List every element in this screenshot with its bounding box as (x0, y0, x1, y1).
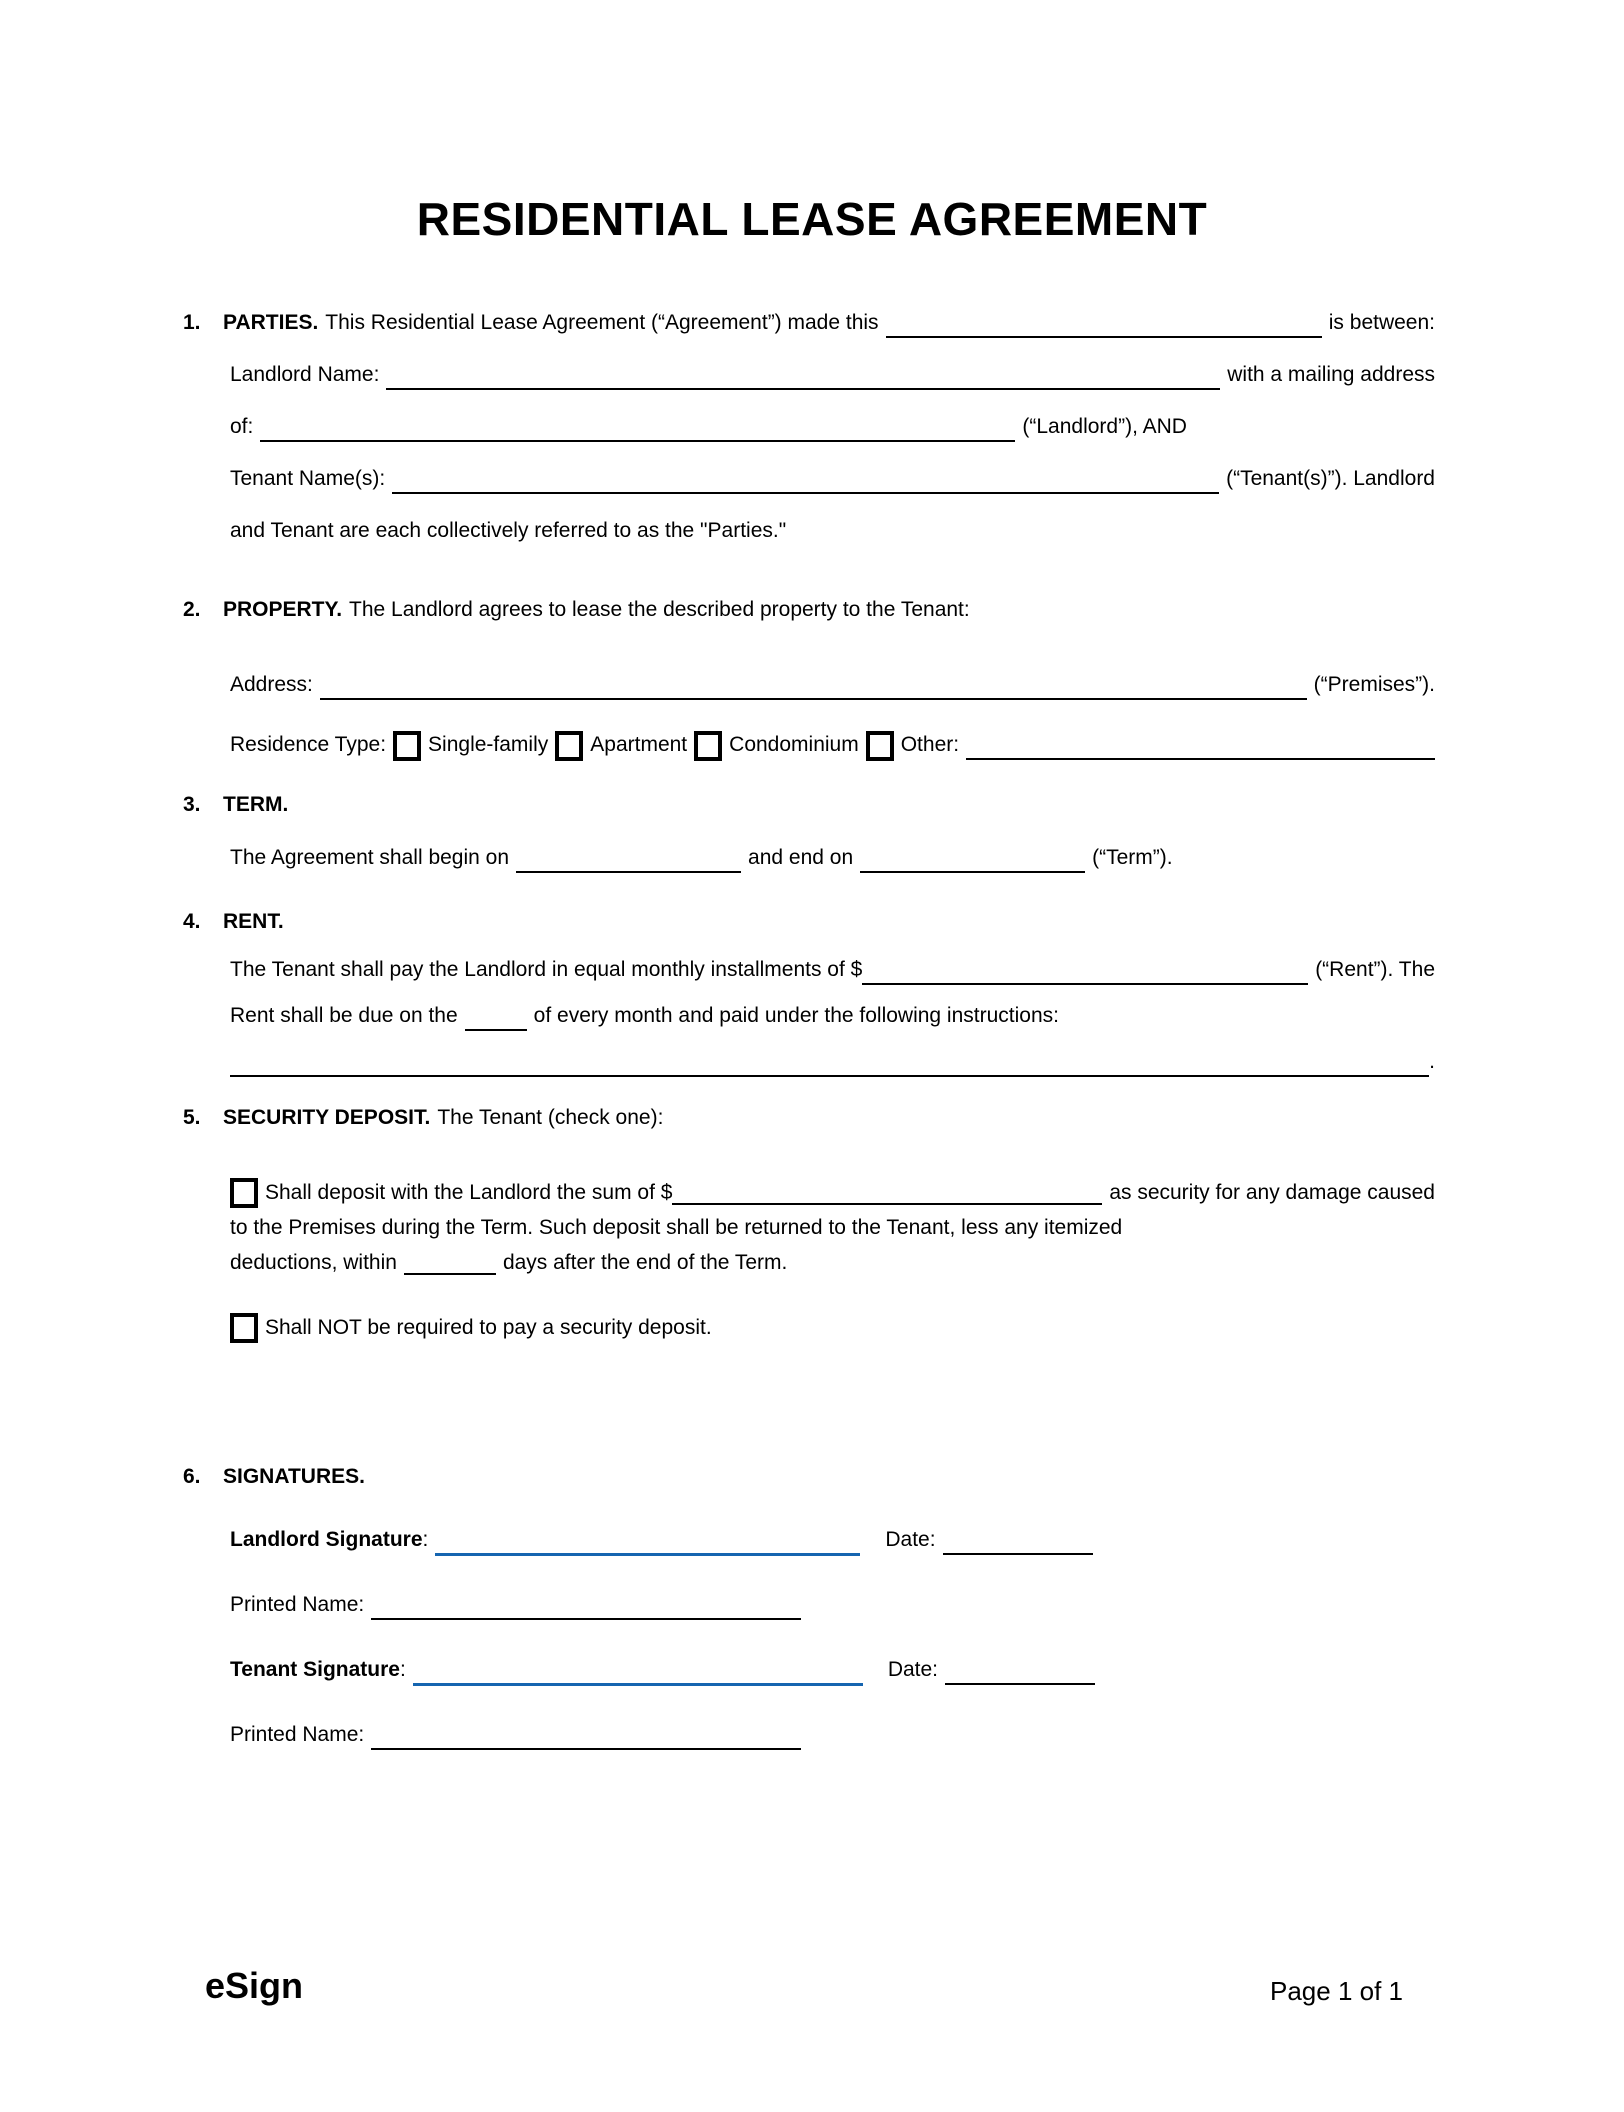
page-indicator: Page 1 of 1 (1270, 1976, 1403, 2006)
deposit-option1-line-1 (230, 1175, 1435, 1210)
rent-period-text: . (1429, 1050, 1435, 1073)
term-end-text: and end on (748, 846, 854, 869)
other-checkbox[interactable] (866, 731, 894, 761)
deposit-option2-line (230, 1310, 1435, 1345)
rent-line-1 (230, 944, 1435, 996)
landlord-and-text: (“Landlord”), AND (1022, 415, 1187, 438)
security-deposit-heading: SECURITY DEPOSIT. (223, 1106, 431, 1129)
parties-line-2 (230, 349, 1435, 401)
rent-suffix-text: (“Rent”). The (1315, 958, 1435, 981)
printed-name-label: Printed Name: (230, 1593, 365, 1616)
deposit-amount-blank[interactable] (672, 1175, 1102, 1210)
deposit-option2-text: Shall NOT be required to pay a security deposit. (265, 1316, 712, 1339)
other-residence-blank[interactable] (966, 719, 1435, 771)
section-number: 2. (183, 598, 201, 621)
other-label: Other: (900, 733, 960, 756)
date-label: Date: (885, 1528, 936, 1551)
rent-heading: RENT. (223, 910, 284, 933)
parties-line-3 (230, 401, 1435, 453)
property-address-blank[interactable] (320, 659, 1307, 711)
parties-line-1 (183, 297, 1435, 349)
deposit-return-days-blank[interactable] (404, 1245, 496, 1280)
landlord-printed-name-line (230, 1579, 1435, 1631)
term-line (230, 832, 1435, 884)
deposit-option1-text-d: deductions, within (230, 1251, 397, 1274)
tenant-date-blank[interactable] (945, 1644, 1095, 1696)
term-heading-line (183, 779, 1435, 831)
signatures-heading-line (183, 1451, 1435, 1503)
tenant-suffix-text: (“Tenant(s)”). Landlord (1226, 467, 1435, 490)
mailing-address-text: with a mailing address (1227, 363, 1435, 386)
deposit-option1-text-c: to the Premises during the Term. Such deposit shall be returned to the Tenant, less any itemized (230, 1216, 1123, 1239)
landlord-address-blank[interactable] (260, 401, 1015, 453)
agreement-date-blank[interactable] (886, 297, 1322, 349)
premises-text: (“Premises”). (1313, 673, 1435, 696)
single-family-checkbox[interactable] (393, 731, 421, 761)
tenant-name-blank[interactable] (392, 453, 1219, 505)
tenant-name-label: Tenant Name(s): (230, 467, 386, 490)
section-number: 3. (183, 793, 201, 816)
apartment-label: Apartment (590, 733, 688, 756)
page-title: RESIDENTIAL LEASE AGREEMENT (416, 193, 1208, 245)
colon: : (399, 1658, 406, 1681)
term-start-date-blank[interactable] (516, 832, 741, 884)
signatures-heading: SIGNATURES. (223, 1465, 365, 1488)
no-deposit-checkbox[interactable] (230, 1313, 258, 1343)
deposit-required-checkbox[interactable] (230, 1178, 258, 1208)
parties-intro-suffix: is between: (1328, 311, 1435, 334)
esign-logo: eSign (205, 1965, 304, 2006)
property-address-line (230, 659, 1435, 711)
section-number: 6. (183, 1465, 201, 1488)
rent-heading-line (183, 896, 1435, 948)
of-label: of: (230, 415, 254, 438)
security-deposit-intro: The Tenant (check one): (437, 1106, 664, 1129)
printed-name-label: Printed Name: (230, 1723, 365, 1746)
property-intro-text: The Landlord agrees to lease the described property to the Tenant: (349, 598, 970, 621)
tenant-signature-line (230, 1644, 1435, 1696)
deposit-option1-line-3 (230, 1245, 1435, 1280)
section-number: 1. (183, 311, 201, 334)
condominium-label: Condominium (729, 733, 859, 756)
landlord-name-label: Landlord Name: (230, 363, 380, 386)
landlord-signature-blank[interactable] (435, 1514, 860, 1566)
rent-line-2 (230, 990, 1435, 1042)
deposit-option1-text-e: days after the end of the Term. (502, 1251, 788, 1274)
tenant-printed-name-line (230, 1709, 1435, 1761)
landlord-signature-line (230, 1514, 1435, 1566)
rent-line-3 (230, 1036, 1435, 1088)
tenant-signature-blank[interactable] (413, 1644, 863, 1696)
term-heading: TERM. (223, 793, 289, 816)
address-label: Address: (230, 673, 313, 696)
single-family-label: Single-family (428, 733, 549, 756)
term-begin-text: The Agreement shall begin on (230, 846, 510, 869)
colon: : (422, 1528, 429, 1551)
term-end-date-blank[interactable] (860, 832, 1085, 884)
rent-due-day-blank[interactable] (465, 990, 527, 1042)
property-heading-line (183, 584, 1435, 636)
landlord-name-blank[interactable] (386, 349, 1220, 401)
rent-due-text: Rent shall be due on the (230, 1004, 458, 1027)
deposit-option1-line-2 (230, 1210, 1435, 1245)
rent-instructions-text: of every month and paid under the following instructions: (533, 1004, 1059, 1027)
term-suffix-text: (“Term”). (1092, 846, 1173, 869)
rent-amount-text: The Tenant shall pay the Landlord in equal monthly installments of $ (230, 958, 863, 981)
parties-line-4 (230, 453, 1435, 505)
residence-type-label: Residence Type: (230, 733, 387, 756)
rent-amount-blank[interactable] (862, 944, 1308, 996)
parties-line-5 (230, 505, 1435, 557)
section-number: 4. (183, 910, 201, 933)
date-label: Date: (887, 1658, 939, 1681)
residence-type-line (230, 719, 1435, 771)
deposit-option1-text-a: Shall deposit with the Landlord the sum of $ (265, 1181, 673, 1204)
security-deposit-heading-line (183, 1092, 1435, 1144)
apartment-checkbox[interactable] (555, 731, 583, 761)
landlord-printed-name-blank[interactable] (371, 1579, 801, 1631)
property-heading: PROPERTY. (223, 598, 343, 621)
parties-heading: PARTIES. (223, 311, 319, 334)
deposit-option1-text-b: as security for any damage caused (1109, 1181, 1435, 1204)
payment-instructions-blank[interactable] (230, 1036, 1429, 1088)
tenant-printed-name-blank[interactable] (371, 1709, 801, 1761)
parties-closing-text: and Tenant are each collectively referred to as the "Parties." (230, 519, 787, 542)
tenant-signature-label: Tenant Signature (230, 1658, 400, 1681)
section-number: 5. (183, 1106, 201, 1129)
parties-intro-text: This Residential Lease Agreement (“Agreement”) made this (325, 311, 879, 334)
landlord-date-blank[interactable] (943, 1514, 1093, 1566)
landlord-signature-label: Landlord Signature (230, 1528, 423, 1551)
condominium-checkbox[interactable] (694, 731, 722, 761)
